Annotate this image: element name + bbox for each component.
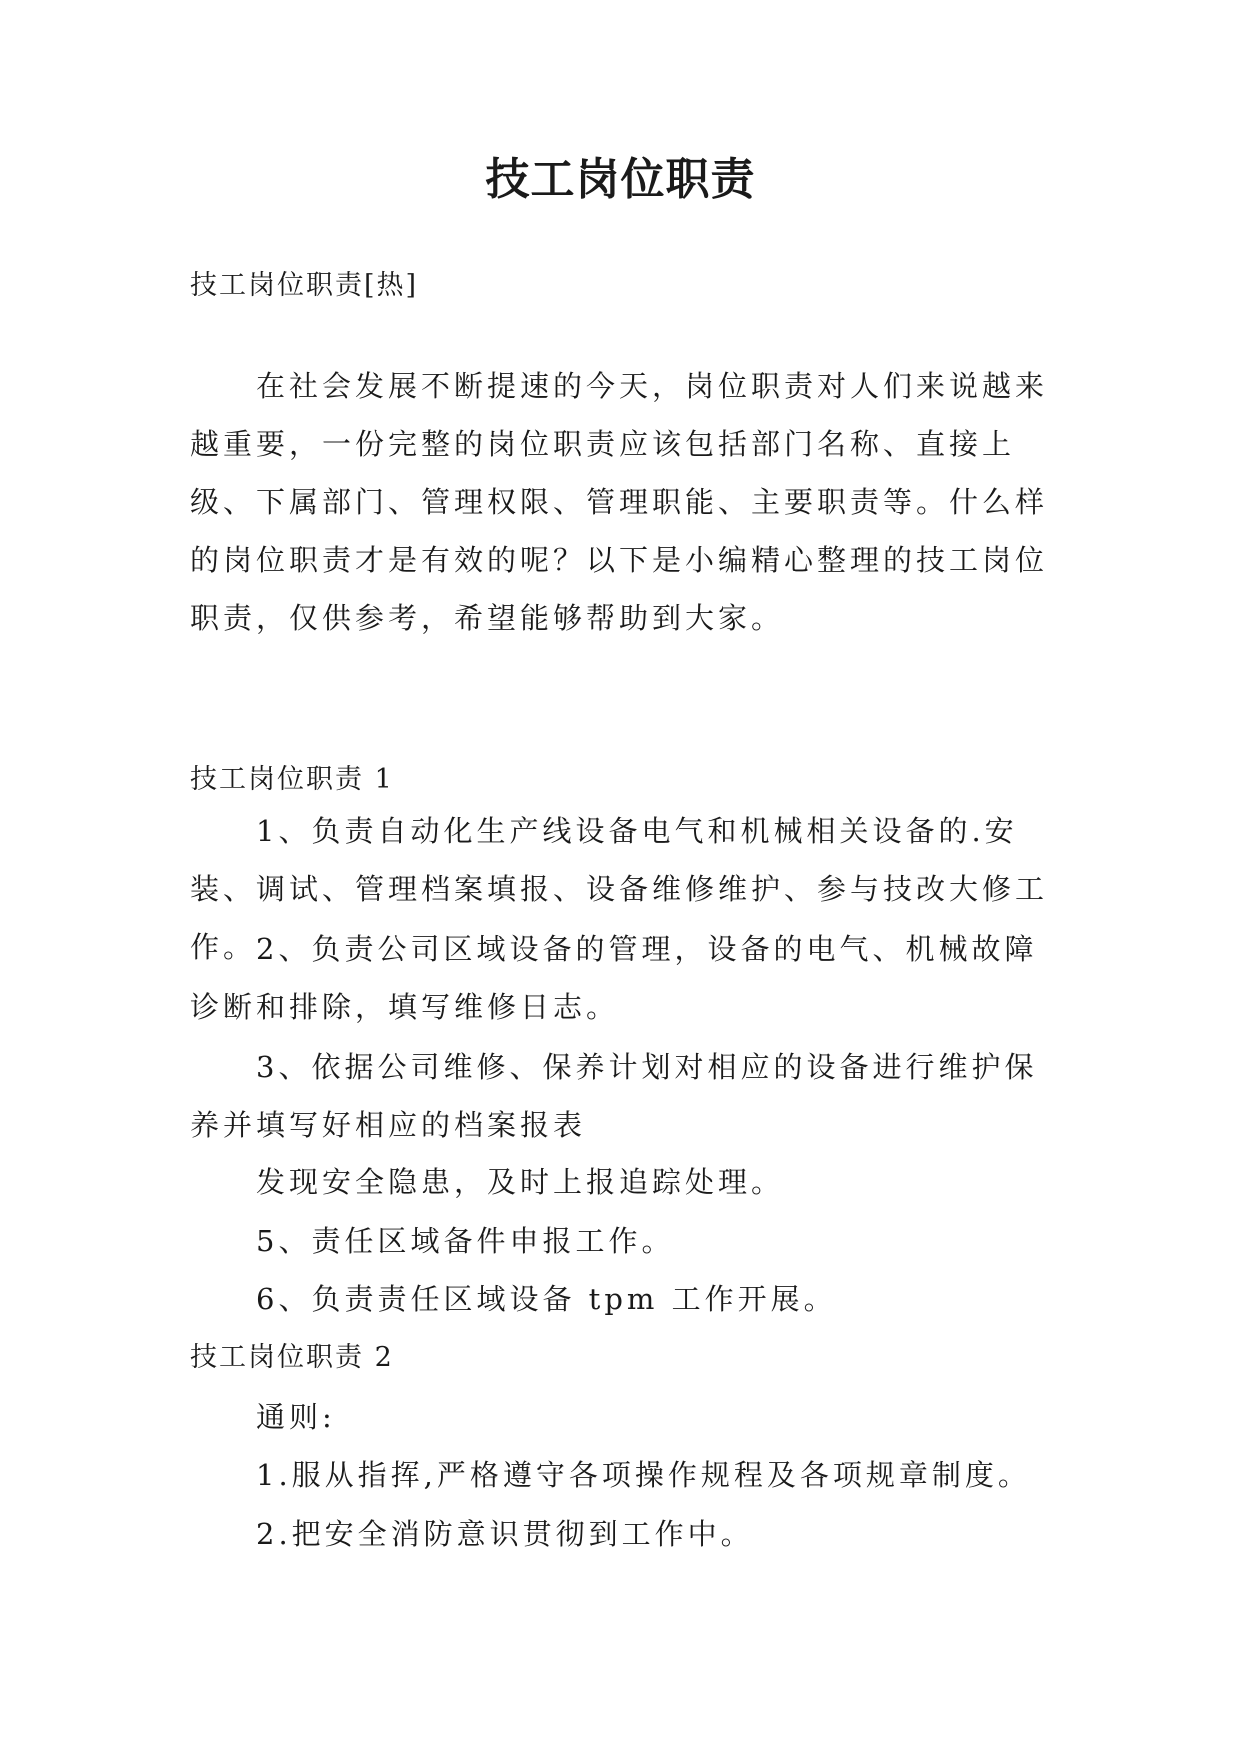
section-1-item-1: 1、负责自动化生产线设备电气和机械相关设备的.安装、调试、管理档案填报、设备维修维护、参与技改大修工作。 <box>190 814 1049 964</box>
document-subtitle: 技工岗位职责[热] <box>190 270 419 301</box>
section-2-heading: 技工岗位职责 2 <box>190 1342 394 1373</box>
section-1-heading: 技工岗位职责 1 <box>190 764 394 795</box>
section-1-item-2: 2、负责公司区域设备的管理，设备的电气、机械故障诊断和排除，填写维修日志。 <box>190 932 1038 1024</box>
section-1-item-6: 6、负责责任区域设备 tpm 工作开展。 <box>256 1282 837 1316</box>
section-1-item-3: 3、依据公司维修、保养计划对相应的设备进行维护保养并填写好相应的档案报表 <box>190 1050 1038 1142</box>
document-title: 技工岗位职责 <box>485 154 756 205</box>
intro-paragraph: 在社会发展不断提速的今天，岗位职责对人们来说越来越重要，一份完整的岗位职责应该包括部门名称、直接上级、下属部门、管理权限、管理职能、主要职责等。什么样的岗位职责才是有效的呢？以下是小编精心整理的技工岗位职责，仅供参考，希望能够帮助到大家。 <box>190 369 1049 635</box>
section-1-item-5: 5、责任区域备件申报工作。 <box>256 1224 675 1258</box>
section-2-item-2: 2.把安全消防意识贯彻到工作中。 <box>256 1517 754 1551</box>
section-2-item-1: 1.服从指挥,严格遵守各项操作规程及各项规章制度。 <box>256 1458 1031 1492</box>
section-1-item-4: 发现安全隐患，及时上报追踪处理。 <box>256 1165 785 1199</box>
section-2-general: 通则: <box>256 1400 336 1434</box>
